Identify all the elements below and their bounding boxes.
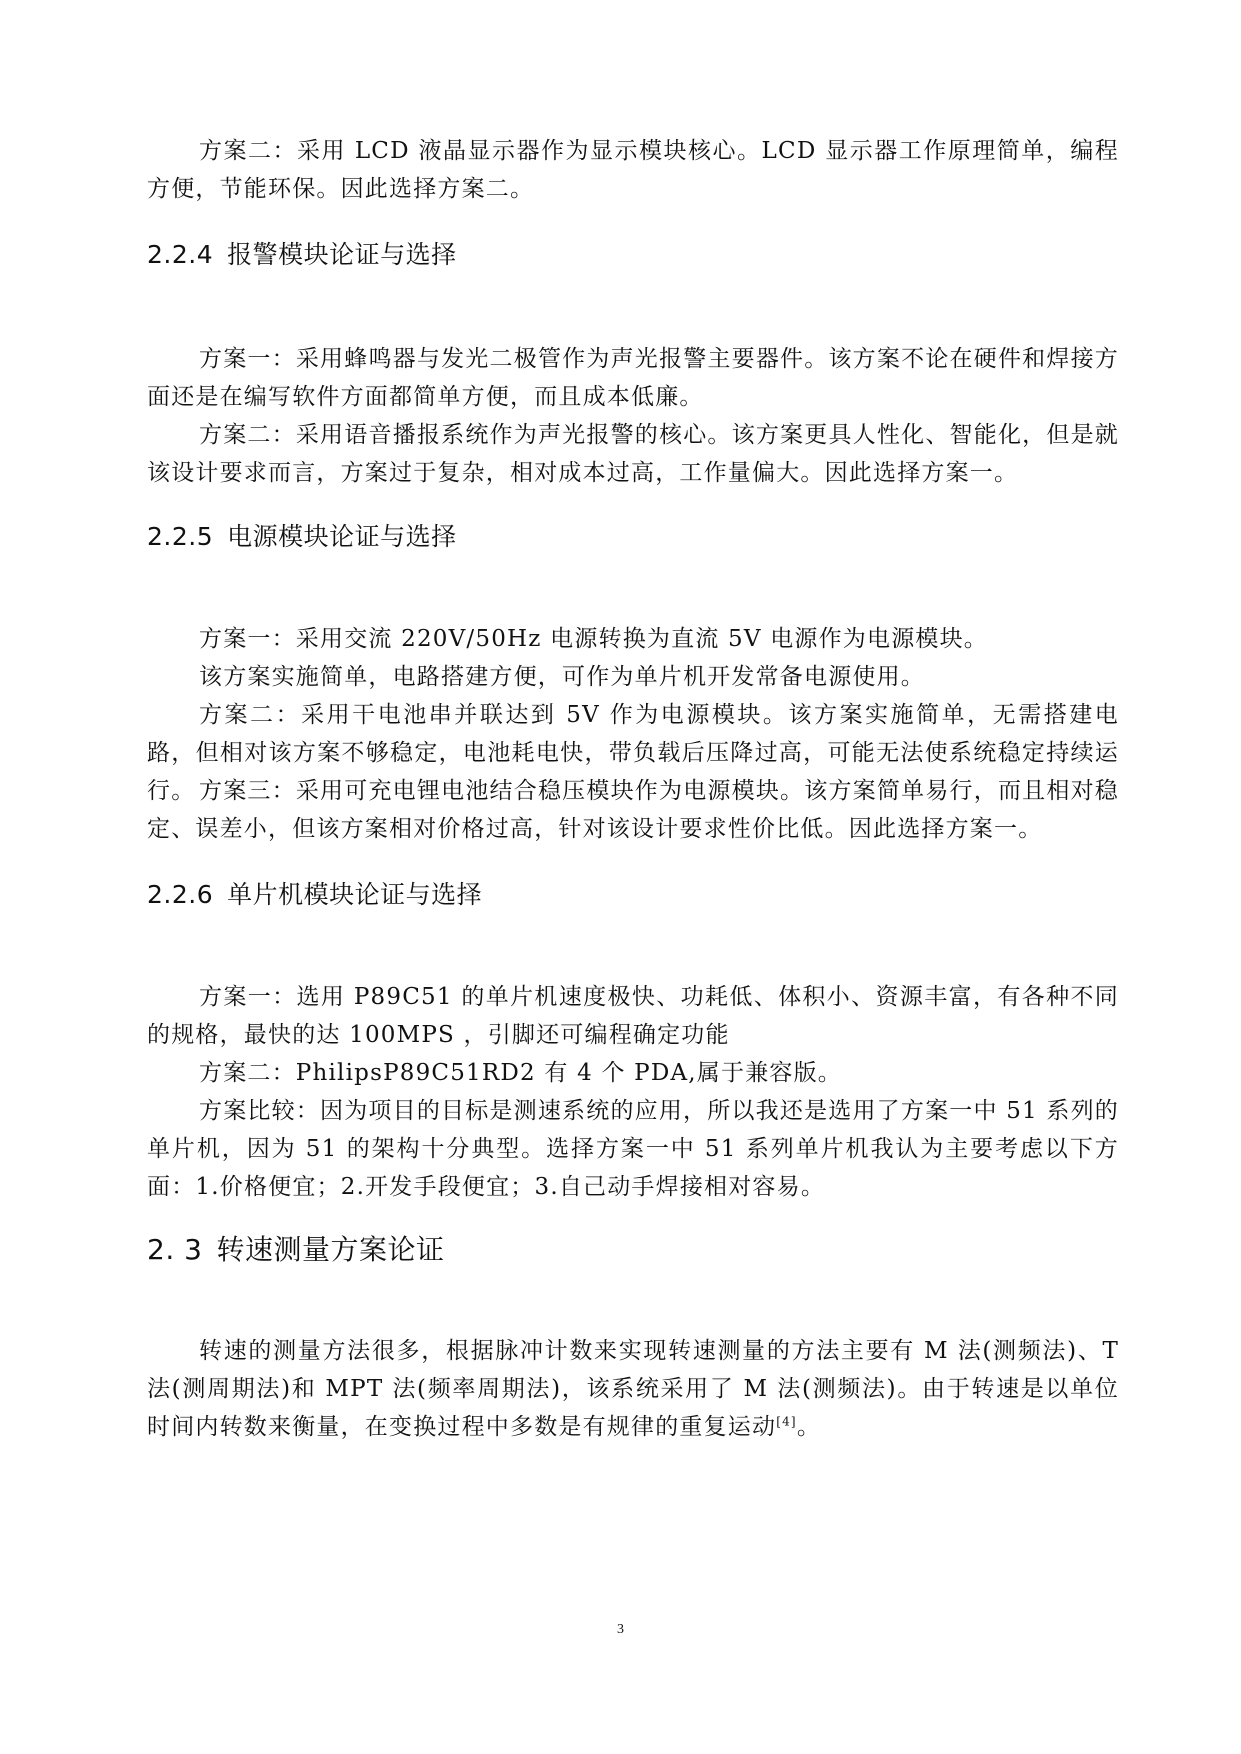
paragraph-alarm-option-1: 方案一：采用蜂鸣器与发光二极管作为声光报警主要器件。该方案不论在硬件和焊接方面还是在编写软件方面都简单方便，而且成本低廉。 [147, 346, 1119, 410]
citation-ref[interactable]: [4] [776, 1414, 797, 1429]
section-number: 2.2.5 [147, 522, 214, 551]
paragraph-power-option-2: 方案二：采用干电池串并联达到 5V 作为电源模块。该方案实施简单，无需搭建电路，但相对该方案不够稳定，电池耗电快，带负载后压降过高，可能无法使系统稳定持续运行。 [147, 702, 1119, 804]
paragraph-mcu-option-1: 方案一：选用 P89C51 的单片机速度极快、功耗低、体积小、资源丰富，有各种不同的规格，最快的达 100MPS ，引脚还可编程确定功能 [147, 984, 1119, 1048]
section-title: 单片机模块论证与选择 [227, 880, 483, 909]
section-number: 2. 3 [147, 1233, 203, 1266]
section-number: 2.2.6 [147, 880, 214, 909]
paragraph-power-option-3: 方案三：采用可充电锂电池结合稳压模块作为电源模块。该方案简单易行，而且相对稳定、误差小，但该方案相对价格过高，针对该设计要求性价比低。因此选择方案一。 [147, 778, 1119, 842]
section-heading-2-2-4 [147, 238, 457, 272]
section-title: 报警模块论证与选择 [227, 240, 457, 269]
paragraph-power-option-1-note: 该方案实施简单，电路搭建方便，可作为单片机开发常备电源使用。 [199, 664, 925, 690]
section-title: 电源模块论证与选择 [227, 522, 457, 551]
section-heading-2-3 [147, 1232, 444, 1268]
paragraph-text: 转速的测量方法很多，根据脉冲计数来实现转速测量的方法主要有 M 法(测频法)、T 法(测周期法)和 MPT 法(频率周期法)，该系统采用了 M 法(测频法)。由于转速是以单位时间内转数来衡量，在变换过程中多数是有规律的重复运动 [147, 1338, 1119, 1440]
section-heading-2-2-5 [147, 520, 457, 554]
paragraph-alarm-option-2: 方案二：采用语音播报系统作为声光报警的核心。该方案更具人性化、智能化，但是就该设计要求而言，方案过于复杂，相对成本过高，工作量偏大。因此选择方案一。 [147, 422, 1119, 486]
section-number: 2.2.4 [147, 240, 214, 269]
paragraph-speed-measurement [147, 1332, 1119, 1446]
section-title: 转速测量方案论证 [216, 1233, 445, 1266]
paragraph-end: 。 [796, 1414, 822, 1440]
section-heading-2-2-6 [147, 878, 482, 912]
paragraph-mcu-option-2: 方案二：PhilipsP89C51RD2 有 4 个 PDA,属于兼容版。 [199, 1060, 842, 1086]
paragraph-power-option-1: 方案一：采用交流 220V/50Hz 电源转换为直流 5V 电源作为电源模块。 [199, 626, 988, 652]
paragraph-mcu-comparison: 方案比较：因为项目的目标是测速系统的应用，所以我还是选用了方案一中 51 系列的单片机，因为 51 的架构十分典型。选择方案一中 51 系列单片机我认为主要考虑以下方面：1.价格便宜；2.开发手段便宜；3.自己动手焊接相对容易。 [147, 1098, 1119, 1200]
page-number: 3 [617, 1622, 624, 1637]
paragraph-display-option-2: 方案二：采用 LCD 液晶显示器作为显示模块核心。LCD 显示器工作原理简单，编程方便，节能环保。因此选择方案二。 [147, 138, 1119, 202]
